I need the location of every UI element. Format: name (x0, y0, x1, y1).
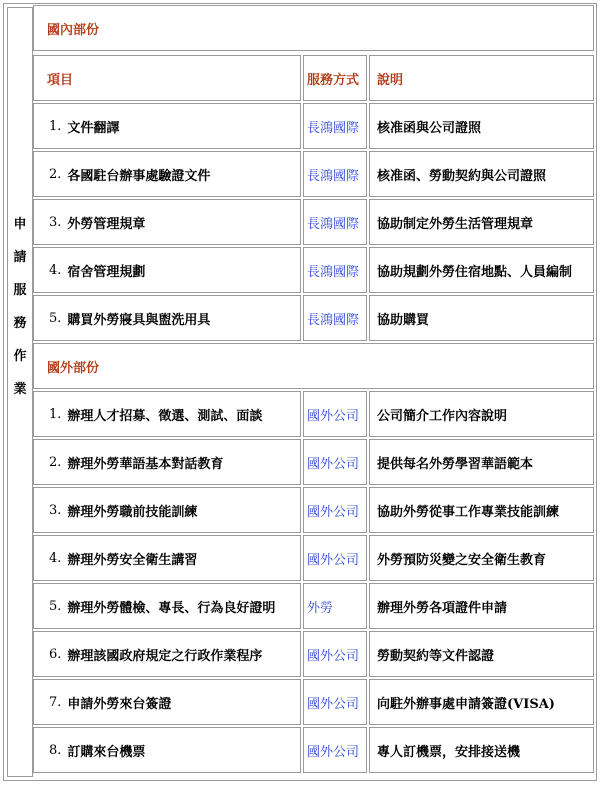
domestic-service-cell (303, 295, 367, 341)
item-text: 辦理該國政府規定之行政作業程序 (67, 648, 263, 664)
foreign-desc-cell (369, 487, 594, 533)
service-text: 長鴻國際 (307, 264, 360, 280)
foreign-item-cell (33, 439, 301, 485)
service-text: 國外公司 (307, 696, 360, 712)
foreign-service-cell (303, 583, 367, 629)
service-text: 國外公司 (307, 456, 360, 472)
item-text: 辦理人才招募、徵選、測試、面談 (67, 408, 263, 424)
header-service: 服務方式 (303, 55, 367, 101)
item-text: 宿舍管理規劃 (67, 264, 146, 280)
foreign-desc-cell (369, 631, 594, 677)
item-text: 申請外勞來台簽證 (67, 696, 172, 712)
item-number: 6. (49, 646, 62, 662)
service-text: 長鴻國際 (307, 216, 360, 232)
foreign-item-cell (33, 391, 301, 437)
item-number: 3. (49, 502, 62, 518)
foreign-service-cell (303, 487, 367, 533)
desc-text: 核准函與公司證照 (377, 120, 482, 136)
item-text: 購買外勞寢具與盥洗用具 (67, 312, 211, 328)
foreign-service-cell (303, 679, 367, 725)
foreign-desc-cell (369, 439, 594, 485)
domestic-service-cell (303, 151, 367, 197)
foreign-desc-cell (369, 583, 594, 629)
foreign-service-cell (303, 391, 367, 437)
header-item: 項目 (33, 55, 301, 101)
domestic-service-cell (303, 103, 367, 149)
item-number: 7. (49, 694, 62, 710)
desc-text: 協助外勞從事工作專業技能訓練 (377, 504, 560, 520)
item-text: 辦理外勞體檢、專長、行為良好證明 (67, 600, 276, 616)
foreign-section-title: 國外部份 (33, 343, 594, 389)
foreign-item-cell (33, 727, 301, 773)
foreign-desc-cell (369, 535, 594, 581)
service-text: 國外公司 (307, 504, 360, 520)
item-text: 辦理外勞職前技能訓練 (67, 504, 198, 520)
item-text: 外勞管理規章 (67, 216, 146, 232)
desc-text: 外勞預防災變之安全衛生教育 (377, 552, 547, 568)
item-text: 訂購來台機票 (67, 744, 146, 760)
service-text: 國外公司 (307, 648, 360, 664)
foreign-item-cell (33, 487, 301, 533)
service-text: 國外公司 (307, 552, 360, 568)
item-number: 5. (49, 310, 62, 326)
domestic-item-cell (33, 199, 301, 245)
domestic-section-title: 國內部份 (33, 5, 594, 51)
item-number: 1. (49, 118, 62, 134)
desc-text: 協助購買 (377, 312, 430, 328)
desc-text: 勞動契約等文件認證 (377, 648, 495, 664)
item-number: 4. (49, 550, 62, 566)
foreign-service-cell (303, 535, 367, 581)
domestic-service-cell (303, 247, 367, 293)
side-title-char: 申 (13, 217, 27, 232)
service-text: 長鴻國際 (307, 120, 360, 136)
desc-text: 提供每名外勞學習華語範本 (377, 456, 534, 472)
desc-text: 核准函、勞動契約與公司證照 (377, 168, 547, 184)
side-title-char: 業 (13, 382, 27, 397)
foreign-item-cell (33, 583, 301, 629)
service-text: 長鴻國際 (307, 168, 360, 184)
item-number: 2. (49, 454, 62, 470)
item-text: 各國駐台辦事處驗證文件 (67, 168, 211, 184)
item-text: 文件翻譯 (67, 120, 120, 136)
side-title (8, 216, 32, 414)
header-desc: 說明 (369, 55, 594, 101)
domestic-item-cell (33, 295, 301, 341)
foreign-item-cell (33, 631, 301, 677)
domestic-item-cell (33, 151, 301, 197)
item-number: 8. (49, 742, 62, 758)
item-number: 3. (49, 214, 62, 230)
side-title-char: 服 (13, 283, 27, 298)
side-title-char: 作 (13, 349, 27, 364)
domestic-desc-cell (369, 247, 594, 293)
foreign-desc-cell (369, 391, 594, 437)
domestic-desc-cell (369, 103, 594, 149)
desc-text: 辦理外勞各項證件申請 (377, 600, 508, 616)
item-text: 辦理外勞安全衛生講習 (67, 552, 198, 568)
foreign-desc-cell (369, 679, 594, 725)
desc-text: 專人訂機票，安排接送機 (377, 744, 521, 760)
desc-text: 協助規劃外勞住宿地點、人員編制 (377, 264, 573, 280)
domestic-desc-cell (369, 295, 594, 341)
item-number: 4. (49, 262, 62, 278)
side-title-char: 請 (13, 250, 27, 265)
service-text: 長鴻國際 (307, 312, 360, 328)
item-text: 辦理外勞華語基本對話教育 (67, 456, 224, 472)
side-title-char: 務 (13, 316, 27, 331)
side-title-cell (7, 7, 33, 777)
foreign-item-cell (33, 679, 301, 725)
domestic-desc-cell (369, 151, 594, 197)
foreign-item-cell (33, 535, 301, 581)
item-number: 2. (49, 166, 62, 182)
desc-text: 公司簡介工作內容說明 (377, 408, 508, 424)
domestic-service-cell (303, 199, 367, 245)
domestic-item-cell (33, 103, 301, 149)
item-number: 5. (49, 598, 62, 614)
domestic-item-cell (33, 247, 301, 293)
foreign-service-cell (303, 439, 367, 485)
service-text: 外勞 (307, 600, 334, 616)
service-text: 國外公司 (307, 744, 360, 760)
foreign-service-cell (303, 631, 367, 677)
foreign-desc-cell (369, 727, 594, 773)
desc-text: 協助制定外勞生活管理規章 (377, 216, 534, 232)
foreign-service-cell (303, 727, 367, 773)
desc-text: 向駐外辦事處申請簽證(VISA) (377, 696, 555, 712)
service-text: 國外公司 (307, 408, 360, 424)
item-number: 1. (49, 406, 62, 422)
domestic-desc-cell (369, 199, 594, 245)
